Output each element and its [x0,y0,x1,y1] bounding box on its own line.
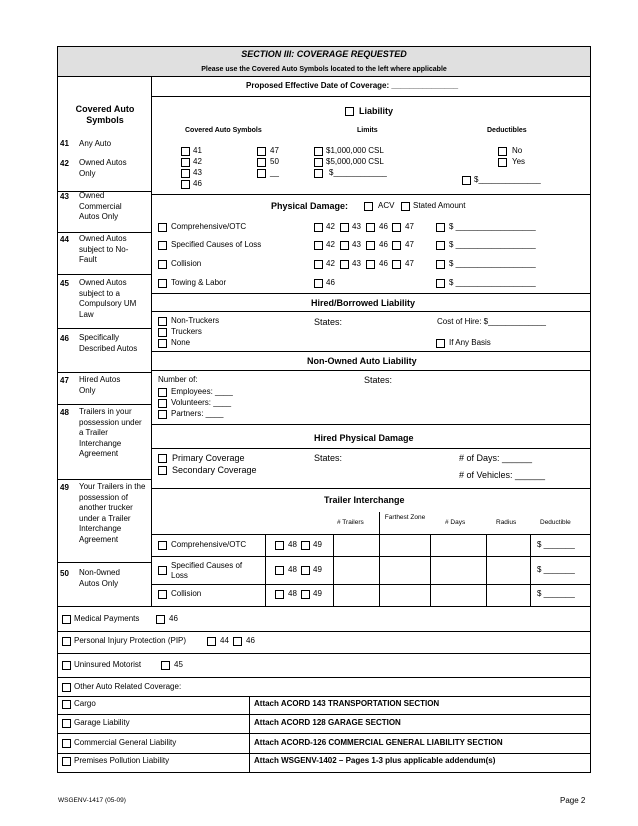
cost-of-hire-field[interactable]: Cost of Hire: $_____________ [437,317,546,326]
liability-symbol-other-checkbox[interactable] [257,169,266,178]
cargo-checkbox[interactable] [62,700,71,709]
truckers-checkbox[interactable] [158,328,167,337]
pd-spec-43-checkbox[interactable] [340,241,349,250]
pd-towing-checkbox[interactable] [158,279,167,288]
non-truckers-checkbox[interactable] [158,317,167,326]
pd-comp-47-checkbox[interactable] [392,223,401,232]
deductible-amount-checkbox[interactable] [462,176,471,185]
trailer-title: Trailer Interchange [324,495,405,505]
ti-coll-checkbox[interactable] [158,590,167,599]
ti-coll-48-checkbox[interactable] [275,590,284,599]
primary-coverage-checkbox[interactable] [158,454,167,463]
acv-label: ACV [378,201,395,210]
ti-spec-49-checkbox[interactable] [301,566,310,575]
pd-specified-checkbox[interactable] [158,241,167,250]
liability-col-limits: Limits [357,127,378,134]
other-coverage-checkbox[interactable] [62,683,71,692]
ti-comp-deductible-field[interactable]: $ _______ [537,540,575,549]
ti-spec-48-checkbox[interactable] [275,566,284,575]
ti-spec-deductible-field[interactable]: $ _______ [537,565,575,574]
pip-46-checkbox[interactable] [233,637,242,646]
effective-date-field[interactable]: Proposed Effective Date of Coverage: _______________ [246,81,459,90]
trailer-header-zone: Farthest Zone [384,514,426,521]
any-basis-checkbox[interactable] [436,339,445,348]
pip-44-checkbox[interactable] [207,637,216,646]
number-of-label: Number of: [158,375,198,384]
trailer-header-trailers: # Trailers [337,519,364,526]
limit-1m-checkbox[interactable] [314,147,323,156]
none-checkbox[interactable] [158,339,167,348]
pd-coll-46-checkbox[interactable] [366,260,375,269]
partners-field[interactable]: Partners: ____ [171,409,224,418]
non-owned-title: Non-Owned Auto Liability [307,356,417,366]
liability-col-deductibles: Deductibles [487,127,527,134]
pd-coll-deductible-field[interactable]: $ __________________ [449,259,536,268]
liability-symbol-47-checkbox[interactable] [257,147,266,156]
deductible-amount-field[interactable]: $______________ [474,175,541,184]
hb-states-field[interactable]: States: [314,317,343,327]
physical-damage-label: Physical Damage: [271,201,349,211]
liability-label: Liability [359,106,394,116]
pd-spec-47-checkbox[interactable] [392,241,401,250]
pd-comprehensive-checkbox[interactable] [158,223,167,232]
pd-coll-47-checkbox[interactable] [392,260,401,269]
liability-col-symbols: Covered Auto Symbols [185,127,262,134]
acv-checkbox[interactable] [364,202,373,211]
symbols-heading: Covered Auto Symbols [75,104,135,125]
limit-other-checkbox[interactable] [314,169,323,178]
pd-tow-deductible-field[interactable]: $ __________________ [449,278,536,287]
pd-spec-deductible-checkbox[interactable] [436,241,445,250]
liability-symbol-46-checkbox[interactable] [181,180,190,189]
pd-comp-46-checkbox[interactable] [366,223,375,232]
pd-coll-deductible-checkbox[interactable] [436,260,445,269]
hired-pd-title: Hired Physical Damage [314,433,414,443]
secondary-coverage-checkbox[interactable] [158,466,167,475]
ti-coll-49-checkbox[interactable] [301,590,310,599]
stated-amount-label: Stated Amount [413,201,466,210]
form-id: WSGENV-1417 (05-09) [58,797,126,804]
partners-checkbox[interactable] [158,410,167,419]
pd-collision-checkbox[interactable] [158,260,167,269]
pip-checkbox[interactable] [62,637,71,646]
pd-coll-43-checkbox[interactable] [340,260,349,269]
medical-payments-checkbox[interactable] [62,615,71,624]
days-field[interactable]: # of Days: ______ [459,453,533,463]
liability-symbol-41-checkbox[interactable] [181,147,190,156]
section-subtitle: Please use the Covered Auto Symbols located to the left where applicable [201,66,447,73]
pd-spec-deductible-field[interactable]: $ __________________ [449,240,536,249]
trailer-header-deductible: Deductible [540,519,571,526]
pd-comp-deductible-field[interactable]: $ __________________ [449,222,536,231]
liability-checkbox[interactable] [345,107,354,116]
pd-comp-deductible-checkbox[interactable] [436,223,445,232]
um-45-checkbox[interactable] [161,661,170,670]
ti-coll-deductible-field[interactable]: $ _______ [537,589,575,598]
medical-46-checkbox[interactable] [156,615,165,624]
volunteers-field[interactable]: Volunteers: ____ [171,398,232,407]
trailer-header-radius: Radius [496,519,517,526]
no-states-field[interactable]: States: [364,375,393,385]
pd-spec-42-checkbox[interactable] [314,241,323,250]
page-number: Page 2 [560,796,586,805]
ti-spec-checkbox[interactable] [158,566,167,575]
pd-comp-42-checkbox[interactable] [314,223,323,232]
ti-comp-48-checkbox[interactable] [275,541,284,550]
pd-comp-43-checkbox[interactable] [340,223,349,232]
employees-field[interactable]: Employees: ____ [171,387,233,396]
pd-tow-46-checkbox[interactable] [314,279,323,288]
employees-checkbox[interactable] [158,388,167,397]
garage-liability-checkbox[interactable] [62,719,71,728]
hpd-states-field[interactable]: States: [314,453,343,463]
ti-comp-checkbox[interactable] [158,541,167,550]
vehicles-field[interactable]: # of Vehicles: ______ [459,470,546,480]
section-title: SECTION III: COVERAGE REQUESTED [241,49,407,59]
liability-symbol-43-checkbox[interactable] [181,169,190,178]
stated-amount-checkbox[interactable] [401,202,410,211]
deductible-no-checkbox[interactable] [498,147,507,156]
volunteers-checkbox[interactable] [158,399,167,408]
pollution-checkbox[interactable] [62,757,71,766]
pd-spec-46-checkbox[interactable] [366,241,375,250]
limit-5m-checkbox[interactable] [314,158,323,167]
liability-symbol-50-checkbox[interactable] [257,158,266,167]
ti-comp-49-checkbox[interactable] [301,541,310,550]
hired-borrowed-title: Hired/Borrowed Liability [311,298,416,308]
deductible-yes-checkbox[interactable] [498,158,507,167]
pd-coll-42-checkbox[interactable] [314,260,323,269]
cgl-checkbox[interactable] [62,739,71,748]
liability-symbol-42-checkbox[interactable] [181,158,190,167]
trailer-header-days: # Days [445,519,466,526]
pd-tow-deductible-checkbox[interactable] [436,279,445,288]
uninsured-motorist-checkbox[interactable] [62,661,71,670]
